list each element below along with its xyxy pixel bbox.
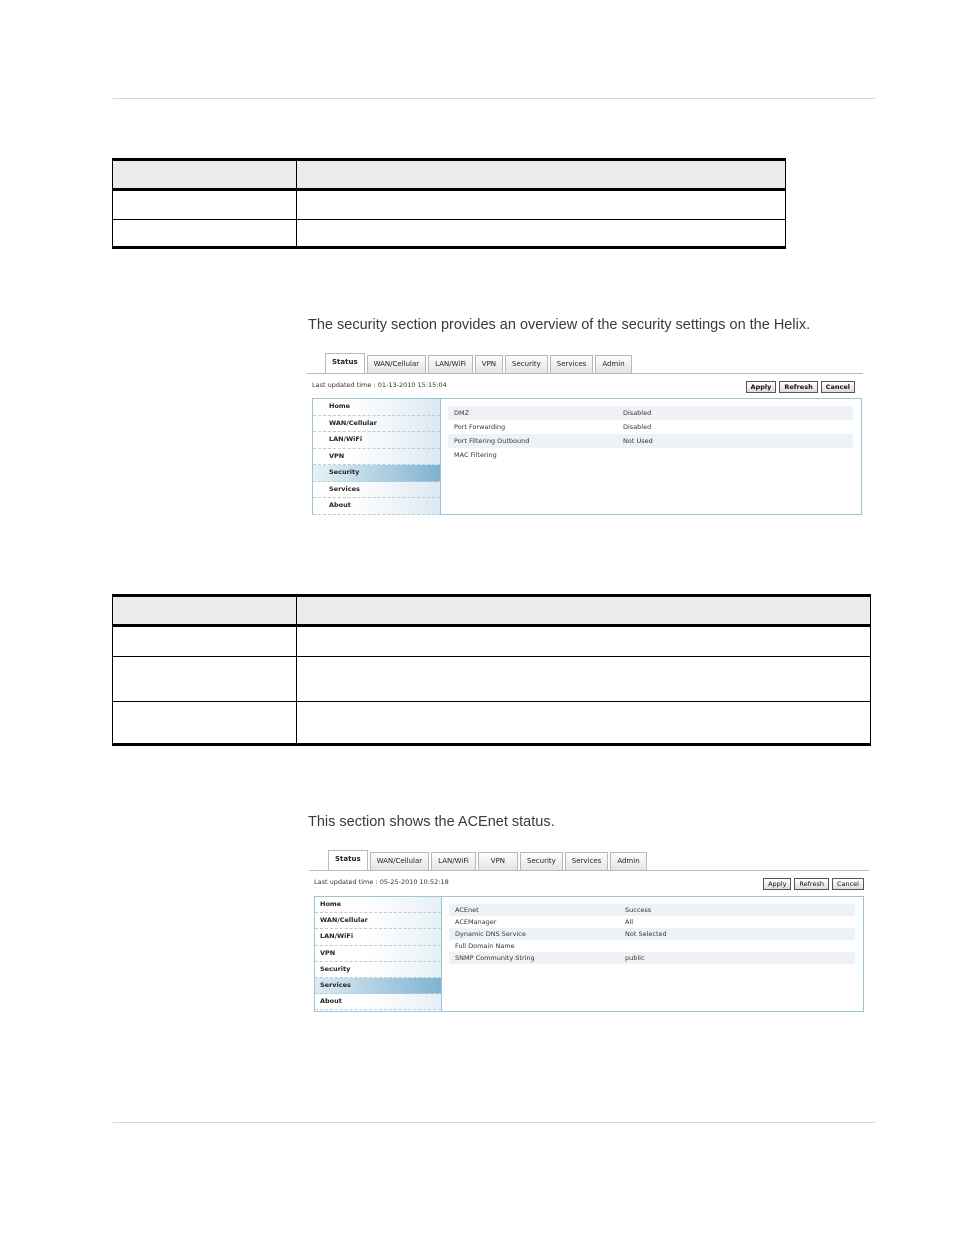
table-2 [112, 594, 871, 746]
tab-wan-cellular[interactable]: WAN/Cellular [367, 355, 427, 373]
sidebar-item-home[interactable]: Home [313, 399, 440, 416]
sidebar-nav [313, 399, 441, 514]
table-header-cell [297, 596, 871, 626]
security-status-screenshot [307, 355, 863, 516]
table-cell [113, 220, 297, 248]
table-header-cell [113, 596, 297, 626]
footer-rule [113, 1122, 875, 1123]
sidebar-item-lan-wifi[interactable]: LAN/WiFi [315, 929, 441, 945]
info-row [448, 434, 853, 448]
sidebar-item-vpn[interactable]: VPN [315, 946, 441, 962]
table-header-row [113, 596, 871, 626]
info-row [448, 406, 853, 420]
info-value: Disabled [623, 423, 652, 431]
info-value: Not Used [623, 437, 653, 445]
cancel-button[interactable]: Cancel [821, 381, 855, 393]
info-label: Port Filtering Outbound [454, 437, 530, 445]
info-label: Full Domain Name [455, 942, 515, 950]
status-panel [314, 896, 864, 1012]
info-value: public [625, 954, 645, 962]
sidebar-item-wan-cellular[interactable]: WAN/Cellular [315, 913, 441, 929]
sidebar-item-wan-cellular[interactable]: WAN/Cellular [313, 416, 440, 433]
tab-vpn[interactable]: VPN [478, 852, 518, 870]
table-cell [297, 220, 786, 248]
sidebar-item-security[interactable]: Security [315, 962, 441, 978]
table-cell [113, 657, 297, 702]
table-cell [297, 190, 786, 220]
info-label: ACEManager [455, 918, 497, 926]
info-label: SNMP Community String [455, 954, 535, 962]
sidebar-item-services[interactable]: Services [315, 978, 441, 994]
cancel-button[interactable]: Cancel [832, 878, 864, 890]
security-info-table [448, 406, 853, 462]
apply-button[interactable]: Apply [763, 878, 791, 890]
info-value: Success [625, 906, 652, 914]
table-cell [113, 626, 297, 657]
table-cell [297, 702, 871, 745]
tab-admin[interactable]: Admin [595, 355, 631, 373]
sidebar-nav [315, 897, 442, 1011]
tab-security[interactable]: Security [505, 355, 548, 373]
tab-divider [309, 870, 869, 871]
refresh-button[interactable]: Refresh [794, 878, 829, 890]
table-cell [297, 626, 871, 657]
info-label: Port Forwarding [454, 423, 506, 431]
tab-admin[interactable]: Admin [610, 852, 646, 870]
info-row [448, 420, 853, 434]
table-cell [113, 702, 297, 745]
table-row [113, 702, 871, 745]
header-rule [113, 98, 875, 99]
acenet-section-text: This section shows the ACEnet status. [308, 814, 555, 830]
security-section-text: The security section provides an overview of the security settings on the Helix. [308, 317, 811, 333]
last-updated-time: Last updated time : 01-13-2010 15:15:04 [312, 381, 447, 389]
tab-lan-wifi[interactable]: LAN/WiFi [431, 852, 476, 870]
sidebar-item-about[interactable]: About [315, 994, 441, 1010]
info-label: ACEnet [455, 906, 479, 914]
last-updated-time: Last updated time : 05-25-2010 10:52:18 [314, 878, 449, 886]
sidebar-item-services[interactable]: Services [313, 482, 440, 499]
tab-services[interactable]: Services [565, 852, 609, 870]
sidebar-item-vpn[interactable]: VPN [313, 449, 440, 466]
action-buttons [746, 381, 855, 393]
table-row [113, 220, 786, 248]
tab-security[interactable]: Security [520, 852, 563, 870]
apply-button[interactable]: Apply [746, 381, 777, 393]
tab-bar [328, 852, 649, 870]
table-1 [112, 158, 786, 249]
acenet-status-screenshot [309, 852, 869, 1019]
table-cell [113, 190, 297, 220]
refresh-button[interactable]: Refresh [779, 381, 817, 393]
info-value: Not Selected [625, 930, 667, 938]
table-cell [297, 657, 871, 702]
info-row [448, 448, 853, 462]
sidebar-item-security[interactable]: Security [313, 465, 440, 482]
info-label: DMZ [454, 409, 470, 417]
acenet-info-table [449, 904, 855, 964]
tab-status[interactable]: Status [325, 353, 365, 373]
tab-vpn[interactable]: VPN [475, 355, 503, 373]
info-row [449, 952, 855, 964]
sidebar-item-lan-wifi[interactable]: LAN/WiFi [313, 432, 440, 449]
tab-divider [307, 373, 863, 374]
tab-wan-cellular[interactable]: WAN/Cellular [370, 852, 430, 870]
tab-bar [325, 355, 634, 373]
info-label: MAC Filtering [454, 451, 497, 459]
table-row [113, 657, 871, 702]
sidebar-item-home[interactable]: Home [315, 897, 441, 913]
info-row [449, 904, 855, 916]
action-buttons [763, 878, 864, 890]
info-row [449, 916, 855, 928]
tab-status[interactable]: Status [328, 850, 368, 870]
tab-lan-wifi[interactable]: LAN/WiFi [428, 355, 473, 373]
info-value: Disabled [623, 409, 652, 417]
sidebar-item-about[interactable]: About [313, 498, 440, 515]
info-row [449, 928, 855, 940]
info-row [449, 940, 855, 952]
status-panel [312, 398, 862, 515]
table-header-row [113, 160, 786, 190]
table-row [113, 626, 871, 657]
table-row [113, 190, 786, 220]
tab-services[interactable]: Services [550, 355, 594, 373]
table-header-cell [297, 160, 786, 190]
info-label: Dynamic DNS Service [455, 930, 526, 938]
info-value: All [625, 918, 634, 926]
table-header-cell [113, 160, 297, 190]
